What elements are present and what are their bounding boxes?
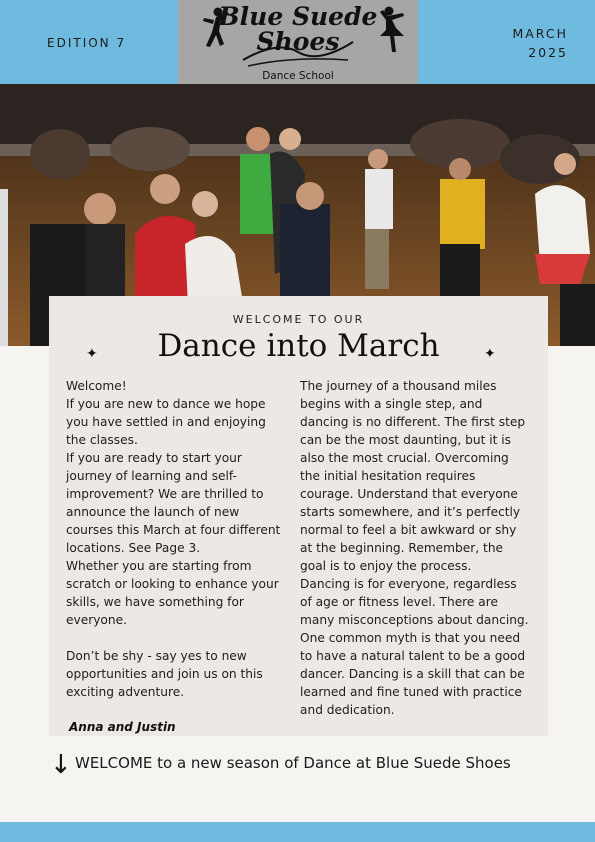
article-left-column: Welcome! If you are new to dance we hope you have settled in and enjoying the classes. If you are ready to start your journey of learning and self-improvement? We are thrilled to announce the launch of new courses this March at four different locations. See Page 3. Whether you are starting from scratch or looking to enhance your skills, we have something for everyone. Don’t be shy - say yes to new opportunities and join us on this exciting adventure.: [66, 379, 281, 699]
logo-subtitle: Dance School: [262, 70, 334, 82]
logo-text: Blue Suede Shoes: [218, 2, 378, 56]
logo-flourish: [238, 30, 358, 70]
article-title: Dance into March: [157, 328, 440, 364]
signoff: Anna and Justin: [69, 720, 176, 734]
logo: [178, 0, 418, 84]
issue-month: MARCH: [512, 26, 568, 41]
down-arrow-icon: ↓: [50, 750, 72, 780]
header-bar: [0, 0, 595, 84]
article-card: [49, 296, 548, 736]
article-kicker: WELCOME TO OUR: [232, 313, 365, 326]
four-point-star-icon: ✦: [484, 346, 496, 362]
footer-bar: [0, 822, 595, 842]
issue-date: [512, 24, 568, 62]
article-right-column: The journey of a thousand miles begins with a single step, and dancing is no different. The first step can be the most daunting, but it is also the most crucial. Overcoming the initial hesitation requires courage. Understand that everyone starts somewhere, and it’s perfectly normal to feel a bit awkward or shy at the beginning. Remember, the goal is to enjoy the process. Dancing is for everyone, regardless of age or fitness level. There are many misconceptions about dancing. One common myth is that you need to have a natural talent to be a good dancer. Dancing is a skill that can be learned and fine tuned with practice and dedication.: [300, 379, 529, 717]
four-point-star-icon: ✦: [86, 346, 98, 362]
edition-label: EDITION 7: [47, 36, 127, 50]
welcome-banner-text: WELCOME to a new season of Dance at Blue Suede Shoes: [75, 754, 511, 772]
issue-year: 2025: [528, 45, 568, 60]
